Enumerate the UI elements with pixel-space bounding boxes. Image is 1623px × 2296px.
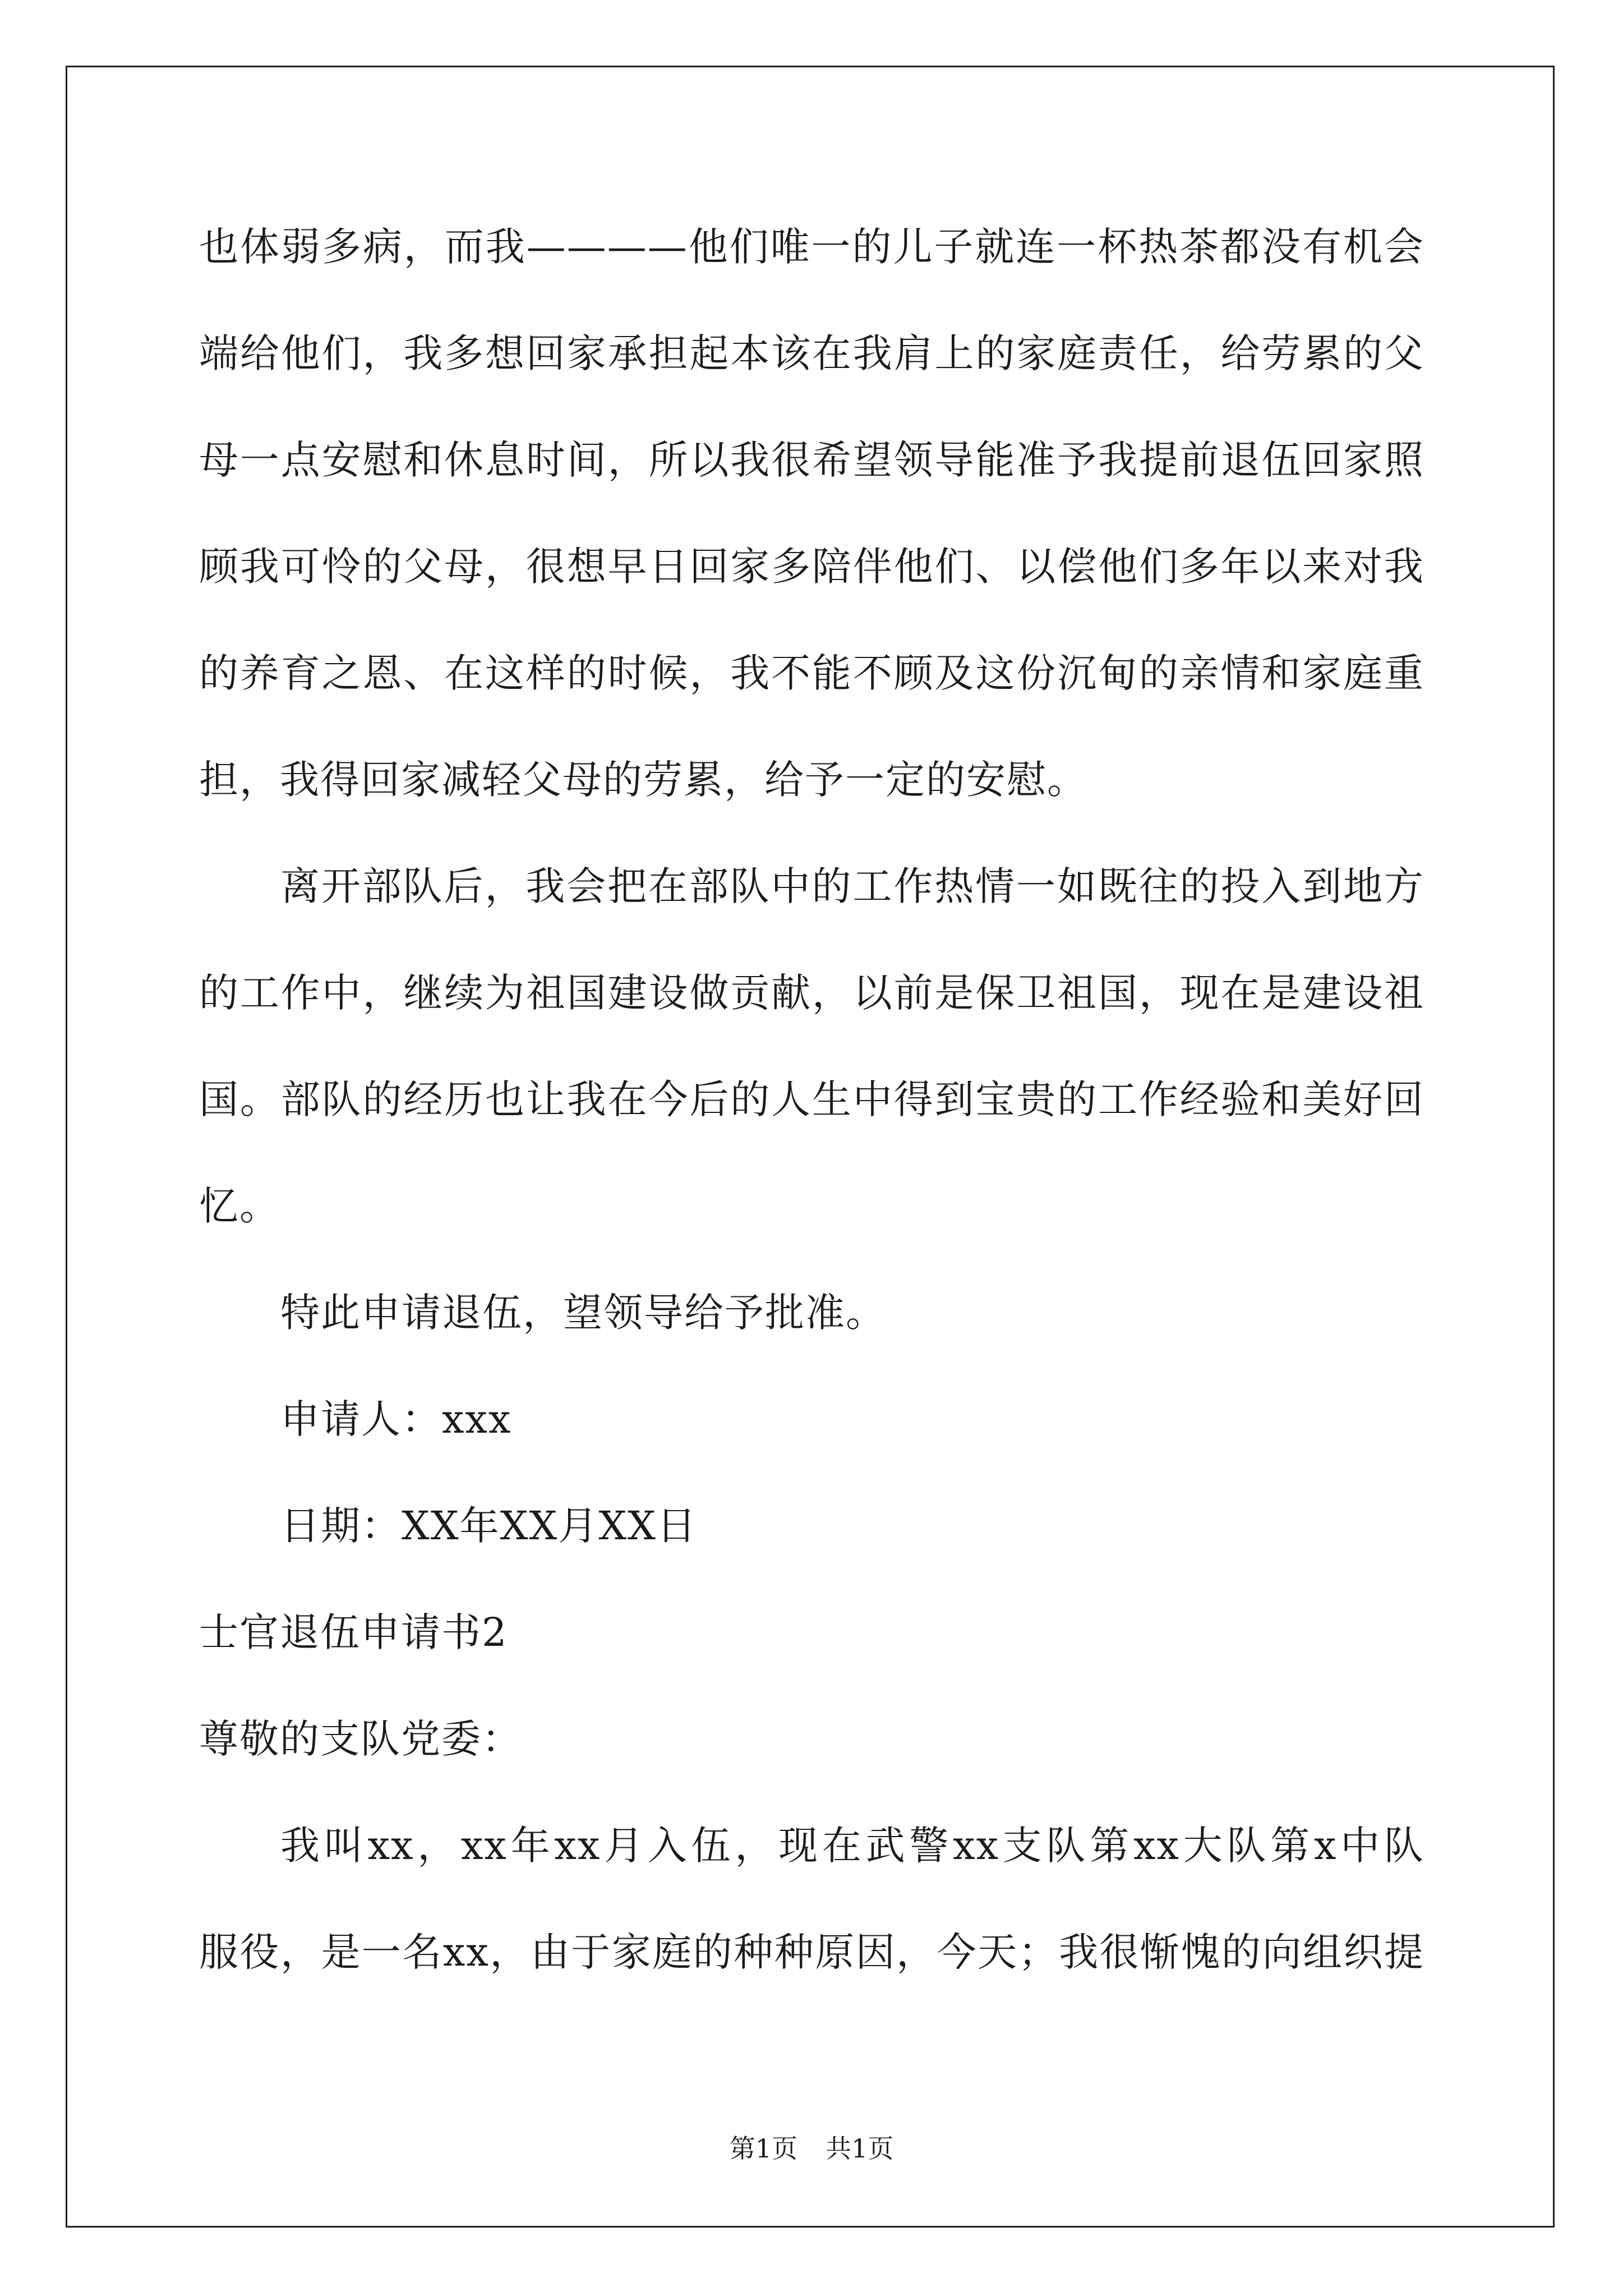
applicant-line: 申请人：xxx: [280, 1396, 512, 1442]
body-line: 的工作中，继续为祖国建设做贡献，以前是保卫祖国，现在是建设祖: [199, 970, 1424, 1016]
body-line: 也体弱多病，而我————他们唯一的儿子就连一杯热茶都没有机会: [199, 224, 1424, 270]
request-sentence: 特此申请退伍，望领导给予批准。: [280, 1290, 886, 1336]
salutation: 尊敬的支队党委：: [199, 1716, 522, 1762]
section-title: 士官退伍申请书2: [199, 1609, 508, 1655]
body-line: 母一点安慰和休息时间，所以我很希望领导能准予我提前退伍回家照: [199, 437, 1424, 483]
body-line: 的养育之恩、在这样的时候，我不能不顾及这份沉甸的亲情和家庭重: [199, 650, 1424, 696]
date-line: 日期：XX年XX月XX日: [280, 1503, 698, 1549]
page-total: 共1页: [826, 2133, 894, 2164]
paragraph-start: 我叫xx，xx年xx月入伍，现在武警xx支队第xx大队第x中队: [280, 1823, 1424, 1869]
body-line: 顾我可怜的父母，很想早日回家多陪伴他们、以偿他们多年以来对我: [199, 544, 1424, 590]
body-line: 国。部队的经历也让我在今后的人生中得到宝贵的工作经验和美好回: [199, 1076, 1424, 1122]
page-border: [66, 66, 1555, 2228]
body-line: 忆。: [199, 1183, 280, 1229]
page-footer: [0, 2132, 1623, 2165]
body-line: 服役，是一名xx，由于家庭的种种原因，今天；我很惭愧的向组织提: [199, 1929, 1424, 1975]
paragraph-start: 离开部队后，我会把在部队中的工作热情一如既往的投入到地方: [280, 863, 1424, 909]
body-line: 端给他们，我多想回家承担起本该在我肩上的家庭责任，给劳累的父: [199, 330, 1424, 376]
page-number: 第1页: [729, 2133, 797, 2164]
body-line: 担，我得回家减轻父母的劳累，给予一定的安慰。: [199, 757, 1087, 803]
